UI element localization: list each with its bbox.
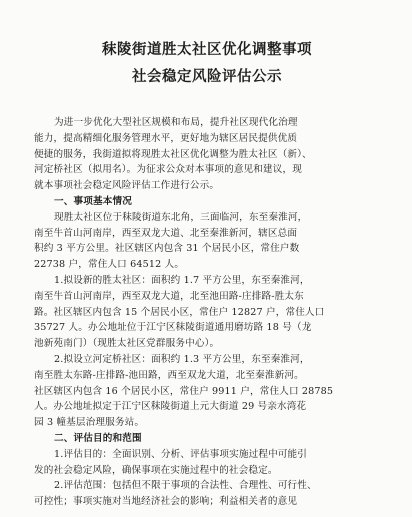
section-heading: 一、事项基本情况 <box>54 195 132 207</box>
body-text-line: 便捷的服务，我街道拟将现胜太社区优化调整为胜太社区（新）、 <box>34 148 312 160</box>
body-text-line: 就本事项社会稳定风险评估工作进行公示。 <box>34 180 220 192</box>
body-text-line: 2.评估范围：包括但不限于事项的合法性、合理性、可行性、 <box>54 480 317 492</box>
section-heading: 二、评估目的和范围 <box>54 432 142 444</box>
body-text-line: 南至胜太东路-庄排路-池田路，西至双龙大道，北至秦淮新河。 <box>34 369 304 381</box>
body-text-line: 现胜太社区位于秣陵街道东北角，三面临河，东至秦淮河， <box>54 211 308 223</box>
body-text-line: 为进一步优化大型社区规模和布局，提升社区现代化治理 <box>54 117 298 128</box>
document-title: 秣陵街道胜太社区优化调整事项 <box>102 41 312 58</box>
body-text-line: 2.拟设立河定桥社区：面积约 1.3 平方公里，东至秦淮河， <box>54 353 310 365</box>
body-text-line: 积约 3 平方公里。社区辖区内包含 31 个居民小区，常住户数 <box>34 243 300 255</box>
body-text-line: 35727 人。办公地址位于江宁区秣陵街道通用磨坊路 18 号（龙 <box>34 322 312 334</box>
body-text-line: 1.评估目的：全面识别、分析、评估事项实施过程中可能引 <box>54 448 308 460</box>
document-body <box>34 115 380 510</box>
body-text-line: 社区辖区内包含 16 个居民小区，常住户 9911 户，常住人口 28785 <box>34 385 334 397</box>
body-text-line: 1.拟设新的胜太社区：面积约 1.7 平方公里，东至秦淮河， <box>54 274 310 286</box>
body-text-line: 池新苑南门）（现胜太社区党群服务中心）。 <box>34 338 220 350</box>
body-text-line: 人。办公地址拟定于江宁区秣陵街道上元大街道 29 号亲水湾花 <box>34 401 307 413</box>
body-text-line: 园 3 幢基层治理服务站。 <box>34 417 145 429</box>
body-text-line: 发的社会稳定风险，确保事项在实施过程中的社会稳定。 <box>34 464 278 476</box>
document-subtitle: 社会稳定风险评估公示 <box>132 68 282 85</box>
body-text-line: 河定桥社区（拟用名）。为征求公众对本事项的意见和建议，现 <box>34 164 303 176</box>
body-text-line: 路。社区辖区内包含 15 个居民小区，常住户 12827 户，常住人口 <box>34 306 325 318</box>
body-text-line: 能力，提高精细化服务管理水平，更好地为辖区居民提供优质 <box>34 132 298 144</box>
body-text-line: 可控性；事项实施对当地经济社会的影响；利益相关者的意见 <box>34 496 298 508</box>
body-text-line: 22738 户，常住人口 64512 人。 <box>34 259 185 271</box>
body-text-line: 南至牛首山河南岸，西至双龙大道，北至池田路-庄排路-胜太东 <box>34 290 304 302</box>
body-text-line: 南至牛首山河南岸，西至双龙大道、北至秦淮新河，辖区总面 <box>34 227 298 239</box>
